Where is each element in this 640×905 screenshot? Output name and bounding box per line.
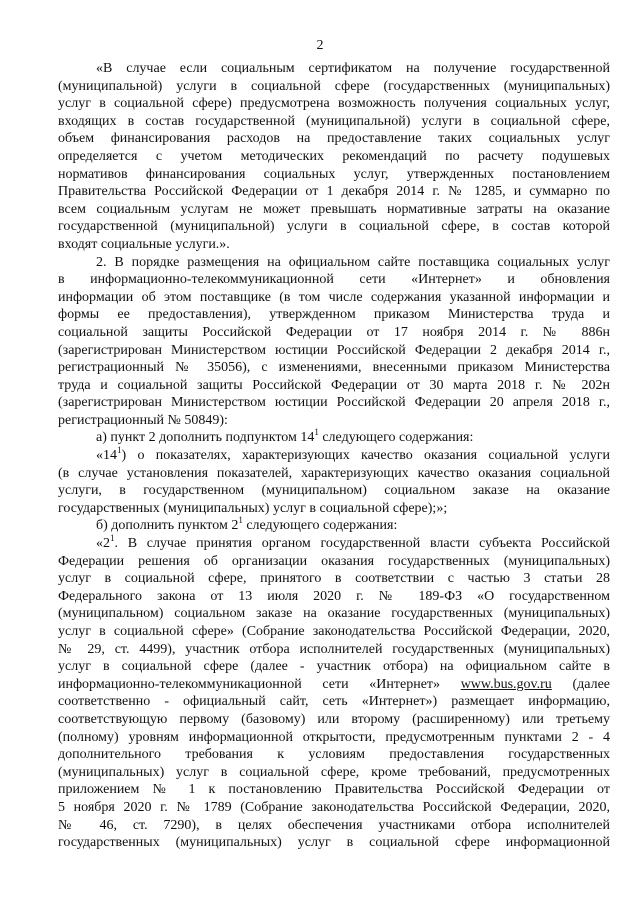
text-line: услуг в социальной сфере, принятого в соответствии с частью 3 статьи 28 bbox=[58, 571, 610, 587]
text-line: услуг в социальной сфере (далее - участник отбора) на официальном сайте в bbox=[58, 659, 610, 675]
superscript: 1 bbox=[314, 427, 319, 438]
text-line: 2. В порядке размещения на официальном сайте поставщика социальных услуг bbox=[96, 254, 610, 270]
text-line: Правительства Российской Федерации от 1 декабря 2014 г. № 1285, и суммарно по bbox=[58, 184, 610, 200]
text-line: государственной (муниципальной) услуги в социальной сфере, в состав которой bbox=[58, 219, 610, 235]
text-line: (полному) уровням информационной открытости, предусмотренным пунктами 2 - 4 bbox=[58, 729, 610, 745]
text-line: входят социальные услуги.». bbox=[58, 236, 230, 252]
text-line: соответственно - официальный сайт, сеть «Интернет») размещает информацию, bbox=[58, 694, 610, 710]
text-line: соответствующую первому (базовому) или второму (расширенному) или третьему bbox=[58, 711, 610, 727]
text-line: формы ее предоставления), утвержденном приказом Министерства труда и bbox=[58, 307, 610, 323]
text-line bbox=[58, 676, 610, 694]
text-line: 5 ноября 2020 г. № 1789 (Собрание законодательства Российской Федерации, 2020, bbox=[58, 799, 610, 815]
superscript: 1 bbox=[117, 445, 122, 456]
text-line: определяется с учетом методических рекомендаций по расчету подушевых bbox=[58, 148, 610, 164]
text-line: (муниципальных) услуг в социальной сфере, кроме требований, предусмотренных bbox=[58, 764, 610, 780]
line-text: следующего содержания: bbox=[242, 518, 398, 534]
text-line: Федерации решения об организации оказания государственных (муниципальных) bbox=[58, 553, 610, 569]
line-text: «14 bbox=[96, 448, 117, 464]
text-line bbox=[58, 429, 610, 447]
superscript: 1 bbox=[238, 515, 243, 526]
text-line: нормативов финансирования социальных услуг, утвержденных постановлением bbox=[58, 166, 610, 182]
line-text: ) о показателях, характеризующих качество оказания социальной услуги bbox=[121, 448, 610, 464]
text-line: объем финансирования расходов на предоставление таких социальных услуг bbox=[58, 131, 610, 147]
text-line: (муниципальном) социальном заказе на оказание государственных (муниципальных) bbox=[58, 606, 610, 622]
text-line: (муниципальной) услуги в социальной сфере (государственных (муниципальных) bbox=[58, 78, 610, 94]
line-text: «2 bbox=[96, 536, 110, 552]
text-line: (зарегистрирован Министерством юстиции Российской Федерации 20 апреля 2018 г., bbox=[58, 395, 610, 411]
text-line bbox=[58, 517, 610, 535]
text-line: (в случае установления показателей, характеризующих качество оказания социальной bbox=[58, 465, 610, 481]
text-line: социальной защиты Российской Федерации от 17 ноября 2014 г. № 886н bbox=[58, 324, 610, 340]
text-line: государственных (муниципальных) услуг в социальной сфере);»; bbox=[58, 500, 448, 516]
text-line: государственных (муниципальных) услуг в социальной сфере информационной bbox=[58, 835, 610, 851]
line-text: а) пункт 2 дополнить подпунктом 14 bbox=[96, 430, 315, 446]
line-text: б) дополнить пунктом 2 bbox=[96, 518, 239, 534]
text-line: регистрационный № 35056), с изменениями, внесенными приказом Министерства bbox=[58, 360, 610, 376]
text-line: услуги, в государственном (муниципальном) социальном заказе на оказание bbox=[58, 483, 610, 499]
line-text: . В случае принятия органом государственной власти субъекта Российской bbox=[114, 536, 610, 552]
text-line: регистрационный № 50849): bbox=[58, 412, 228, 428]
line-text: (далее bbox=[551, 676, 610, 692]
text-line: «В случае если социальным сертификатом на получение государственной bbox=[96, 61, 610, 76]
text-line: в информационно-телекоммуникационной сети «Интернет» и обновления bbox=[58, 272, 610, 288]
page-number: 2 bbox=[316, 38, 324, 53]
line-text: следующего содержания: bbox=[318, 430, 474, 446]
text-line: услуг в социальной сфере) предусмотрена возможность получения социальных услуг, bbox=[58, 96, 610, 112]
text-line: № 29, ст. 4499), участник отбора исполнителей государственных (муниципальных) bbox=[58, 641, 610, 657]
text-line: труда и социальной защиты Российской Федерации от 30 марта 2018 г. № 202н bbox=[58, 377, 610, 393]
text-line: всем социальным услугам не может превышать нормативные затраты на оказание bbox=[58, 201, 610, 217]
text-line: (зарегистрирован Министерством юстиции Российской Федерации 2 декабря 2014 г., bbox=[58, 342, 610, 358]
superscript: 1 bbox=[110, 533, 115, 544]
line-text: информационно-телекоммуникационной сети «Интернет» bbox=[58, 676, 461, 692]
document-body bbox=[58, 60, 610, 852]
text-line bbox=[58, 447, 610, 465]
text-line: приложением № 1 к постановлению Правительства Российской Федерации от bbox=[58, 782, 610, 798]
website-link[interactable]: www.bus.gov.ru bbox=[460, 676, 552, 692]
text-line bbox=[58, 535, 610, 553]
text-line: Федерального закона от 13 июля 2020 г. № 189-ФЗ «О государственном bbox=[58, 588, 610, 604]
text-line: дополнительного требования к условиям предоставления государственных bbox=[58, 747, 610, 763]
text-line: входящих в состав государственной (муниципальной) услуги в социальной сфере, bbox=[58, 113, 610, 129]
text-line: информации об этом поставщике (в том числе содержания указанной информации и bbox=[58, 289, 610, 305]
text-line: № 46, ст. 7290), в целях обеспечения участниками отбора исполнителей bbox=[58, 817, 610, 833]
text-line: услуг в социальной сфере» (Собрание законодательства Российской Федерации, 2020, bbox=[58, 624, 610, 639]
